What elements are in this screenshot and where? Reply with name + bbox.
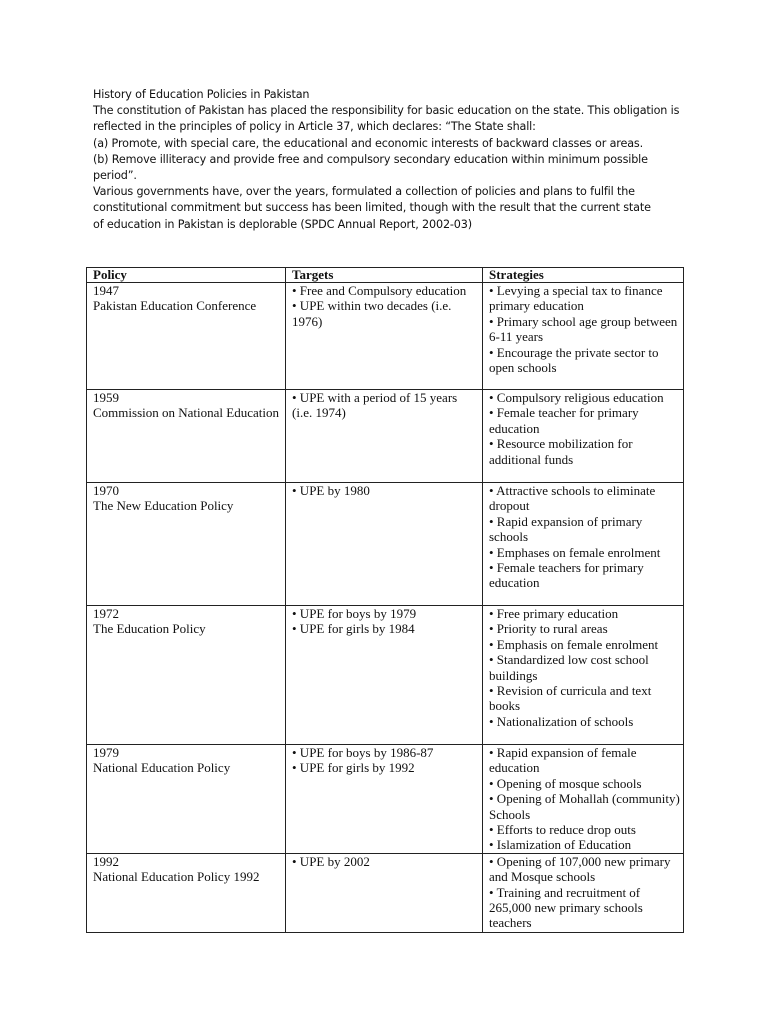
table-row <box>87 483 684 606</box>
cell-targets <box>286 283 483 390</box>
header-policy: Policy <box>87 268 286 283</box>
strategies-line: • Emphasis on female enrolment <box>489 636 659 652</box>
policy-line: The New Education Policy <box>93 498 234 514</box>
cell-policy <box>87 390 286 483</box>
strategies-line: • Opening of mosque schools <box>489 775 642 791</box>
policy-line: 1947 <box>93 283 119 298</box>
document-title: History of Education Policies in Pakistan <box>93 88 310 101</box>
policy-line: Pakistan Education Conference <box>93 298 257 314</box>
strategies-line: • Resource mobilization for additional funds <box>489 436 633 467</box>
table-row <box>87 283 684 390</box>
targets-line: • UPE for boys by 1979 <box>292 606 417 621</box>
targets-line: • UPE within two decades (i.e. 1976) <box>292 298 452 329</box>
strategies-line: • Opening of Mohallah (community) Schools <box>489 791 680 822</box>
strategies-line: • Attractive schools to eliminate dropout <box>489 483 656 514</box>
targets-line: • UPE with a period of 15 years (i.e. 1974) <box>292 390 458 421</box>
targets-line: • UPE by 2002 <box>292 853 370 869</box>
intro-paragraph: Various governments have, over the years, formulated a collection of policies and plans to fulfil the constitutional commitment but success has been limited, though with the result that the current state <box>93 185 651 215</box>
policy-line: 1970 <box>93 483 119 498</box>
strategies-line: • Priority to rural areas <box>489 621 608 637</box>
strategies-line: • Efforts to reduce drop outs <box>489 822 636 838</box>
policy-line: The Education Policy <box>93 621 206 637</box>
policy-line: National Education Policy <box>93 760 231 776</box>
strategies-line: • Rapid expansion of female education <box>489 745 637 776</box>
targets-line: • UPE for boys by 1986-87 <box>292 745 434 760</box>
policy-line: 1979 <box>93 745 119 760</box>
cell-strategies <box>483 853 684 932</box>
policy-line: 1992 <box>93 853 119 869</box>
intro-paragraph: (b) Remove illiteracy and provide free and compulsory secondary education within minimum possible period”. <box>93 152 648 183</box>
intro-section <box>93 87 683 233</box>
strategies-line: • Female teacher for primary education <box>489 405 639 436</box>
cell-targets <box>286 853 483 932</box>
policy-table <box>86 267 684 933</box>
strategies-line: • Nationalization of schools <box>489 713 634 729</box>
cell-strategies <box>483 283 684 390</box>
strategies-line: open schools <box>489 360 557 376</box>
table-row <box>87 606 684 745</box>
table-header-row <box>87 268 684 283</box>
targets-line: • UPE by 1980 <box>292 483 370 498</box>
header-strategies: Strategies <box>483 268 684 283</box>
cell-strategies <box>483 483 684 606</box>
policy-line: 1972 <box>93 606 119 621</box>
cell-policy <box>87 606 286 745</box>
cell-policy <box>87 483 286 606</box>
policy-line: National Education Policy 1992 <box>93 869 260 885</box>
table-row <box>87 853 684 932</box>
targets-line: • UPE for girls by 1992 <box>292 760 415 776</box>
cell-targets <box>286 483 483 606</box>
cell-policy <box>87 745 286 854</box>
strategies-line: • Levying a special tax to finance primary education <box>489 283 663 314</box>
strategies-line: • Training and recruitment of 265,000 new primary schools teachers <box>489 884 643 931</box>
cell-targets <box>286 606 483 745</box>
strategies-line: • Encourage the private sector to <box>489 344 659 360</box>
cell-targets <box>286 390 483 483</box>
policy-line: Commission on National Education <box>93 405 279 421</box>
strategies-line: • Opening of 107,000 new primary and Mosque schools <box>489 853 671 885</box>
strategies-line: • Free primary education <box>489 606 619 621</box>
policy-line: 1959 <box>93 390 119 405</box>
strategies-line: • Emphases on female enrolment <box>489 544 661 560</box>
cell-strategies <box>483 606 684 745</box>
strategies-line: • Primary school age group between 6-11 years <box>489 313 678 345</box>
intro-paragraph: The constitution of Pakistan has placed the responsibility for basic education on the state. This obligation is reflected in the principles of policy in Article 37, which declares: “The State shall: <box>93 104 680 134</box>
targets-line: • Free and Compulsory education <box>292 283 467 298</box>
cell-policy <box>87 853 286 932</box>
strategies-line: • Rapid expansion of primary schools <box>489 513 643 545</box>
cell-strategies <box>483 745 684 854</box>
table-row <box>87 390 684 483</box>
cell-strategies <box>483 390 684 483</box>
cell-targets <box>286 745 483 854</box>
intro-paragraph: (a) Promote, with special care, the educational and economic interests of backward classes or areas. <box>93 136 644 150</box>
table-row <box>87 745 684 854</box>
strategies-line: • Islamization of Education <box>489 837 632 853</box>
table-body <box>87 283 684 933</box>
intro-paragraph: of education in Pakistan is deplorable (SPDC Annual Report, 2002-03) <box>93 217 472 231</box>
strategies-line: • Standardized low cost school buildings <box>489 652 649 683</box>
strategies-line: • Revision of curricula and text books <box>489 683 652 714</box>
cell-policy <box>87 283 286 390</box>
strategies-line: • Compulsory religious education <box>489 390 664 405</box>
strategies-line: • Female teachers for primary education <box>489 560 644 591</box>
header-targets: Targets <box>286 268 483 283</box>
targets-line: • UPE for girls by 1984 <box>292 621 415 637</box>
